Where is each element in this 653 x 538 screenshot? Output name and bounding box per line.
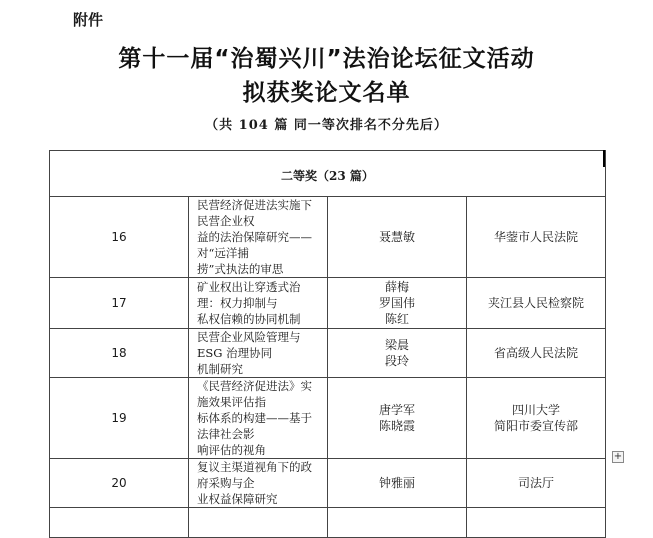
- paper-title-cell[interactable]: [189, 378, 328, 459]
- section-title[interactable]: 二等奖（23 篇）: [50, 151, 606, 197]
- unit-cell[interactable]: [467, 329, 606, 378]
- paper-title-cell[interactable]: [189, 459, 328, 508]
- table-row: [50, 278, 606, 329]
- text-cursor: [603, 150, 605, 167]
- paper-title-line: 标体系的构建——基于法律社会影: [197, 411, 312, 441]
- paper-title-line: 捞”式执法的审思: [197, 262, 284, 276]
- unit-name: 华蓥市人民法院: [493, 230, 578, 244]
- author-name: 梁晨: [384, 338, 409, 352]
- paper-title-line: 响评估的视角: [197, 443, 266, 457]
- author-name: 聂慧敏: [378, 230, 415, 244]
- author-cell[interactable]: [328, 278, 467, 329]
- unit-cell-partial[interactable]: [467, 508, 606, 538]
- paper-title-cell[interactable]: [189, 278, 328, 329]
- paper-title-line: 业权益保障研究: [197, 492, 278, 506]
- row-number[interactable]: 20: [50, 459, 189, 508]
- paper-title-cell[interactable]: [189, 197, 328, 278]
- unit-name: 省高级人民法院: [493, 346, 578, 360]
- unit-cell[interactable]: [467, 278, 606, 329]
- paper-title-line: 机制研究: [197, 362, 243, 376]
- row-number[interactable]: 17: [50, 278, 189, 329]
- unit-cell[interactable]: [467, 459, 606, 508]
- unit-name: 夹江县人民检察院: [487, 296, 584, 310]
- paper-title-line: 民营企业风险管理与 ESG 治理协同: [197, 330, 301, 360]
- unit-name: 四川大学: [511, 403, 560, 417]
- table-row: [50, 329, 606, 378]
- author-cell-partial[interactable]: [328, 508, 467, 538]
- paper-title-cell[interactable]: [189, 329, 328, 378]
- document-subtitle: （共 104 篇 同一等次排名不分先后）: [205, 118, 448, 133]
- unit-cell[interactable]: [467, 197, 606, 278]
- award-table: [49, 150, 606, 538]
- author-cell[interactable]: [328, 197, 467, 278]
- annex-label: 附件: [73, 11, 104, 29]
- row-number-partial[interactable]: [50, 508, 189, 538]
- table-row: [50, 378, 606, 459]
- paper-title-line: 复议主渠道视角下的政府采购与企: [197, 460, 312, 490]
- author-name: 罗国伟: [378, 296, 415, 310]
- table-row-partial: [50, 508, 606, 538]
- author-name: 陈红: [384, 312, 409, 326]
- table-row: [50, 197, 606, 278]
- author-cell[interactable]: [328, 459, 467, 508]
- document-title-line1: 第十一届“治蜀兴川”法治论坛征文活动: [118, 46, 535, 72]
- paper-title-line: 私权信赖的协同机制: [197, 312, 301, 326]
- section-header-row: [50, 151, 606, 197]
- unit-name: 简阳市委宣传部: [493, 419, 578, 433]
- author-name: 钟雅丽: [378, 476, 415, 490]
- paper-title-cell-partial[interactable]: [189, 508, 328, 538]
- table-row: [50, 459, 606, 508]
- author-cell[interactable]: [328, 378, 467, 459]
- paper-title-line: 《民营经济促进法》实施效果评估指: [197, 379, 312, 409]
- paper-title-line: 民营经济促进法实施下民营企业权: [197, 198, 312, 228]
- author-cell[interactable]: [328, 329, 467, 378]
- paper-title-line: 益的法治保障研究——对“远洋捕: [197, 230, 312, 260]
- paper-title-line: 矿业权出让穿透式治理：权力抑制与: [197, 280, 301, 310]
- unit-cell[interactable]: [467, 378, 606, 459]
- table-expand-button[interactable]: +: [613, 451, 623, 462]
- row-number[interactable]: 19: [50, 378, 189, 459]
- document-title-line2: 拟获奖论文名单: [242, 80, 411, 106]
- unit-name: 司法厅: [517, 476, 554, 490]
- row-number[interactable]: 18: [50, 329, 189, 378]
- author-name: 唐学军: [378, 403, 415, 417]
- author-name: 陈晓霞: [378, 419, 415, 433]
- row-number[interactable]: 16: [50, 197, 189, 278]
- author-name: 薛梅: [384, 280, 409, 294]
- author-name: 段玲: [384, 354, 409, 368]
